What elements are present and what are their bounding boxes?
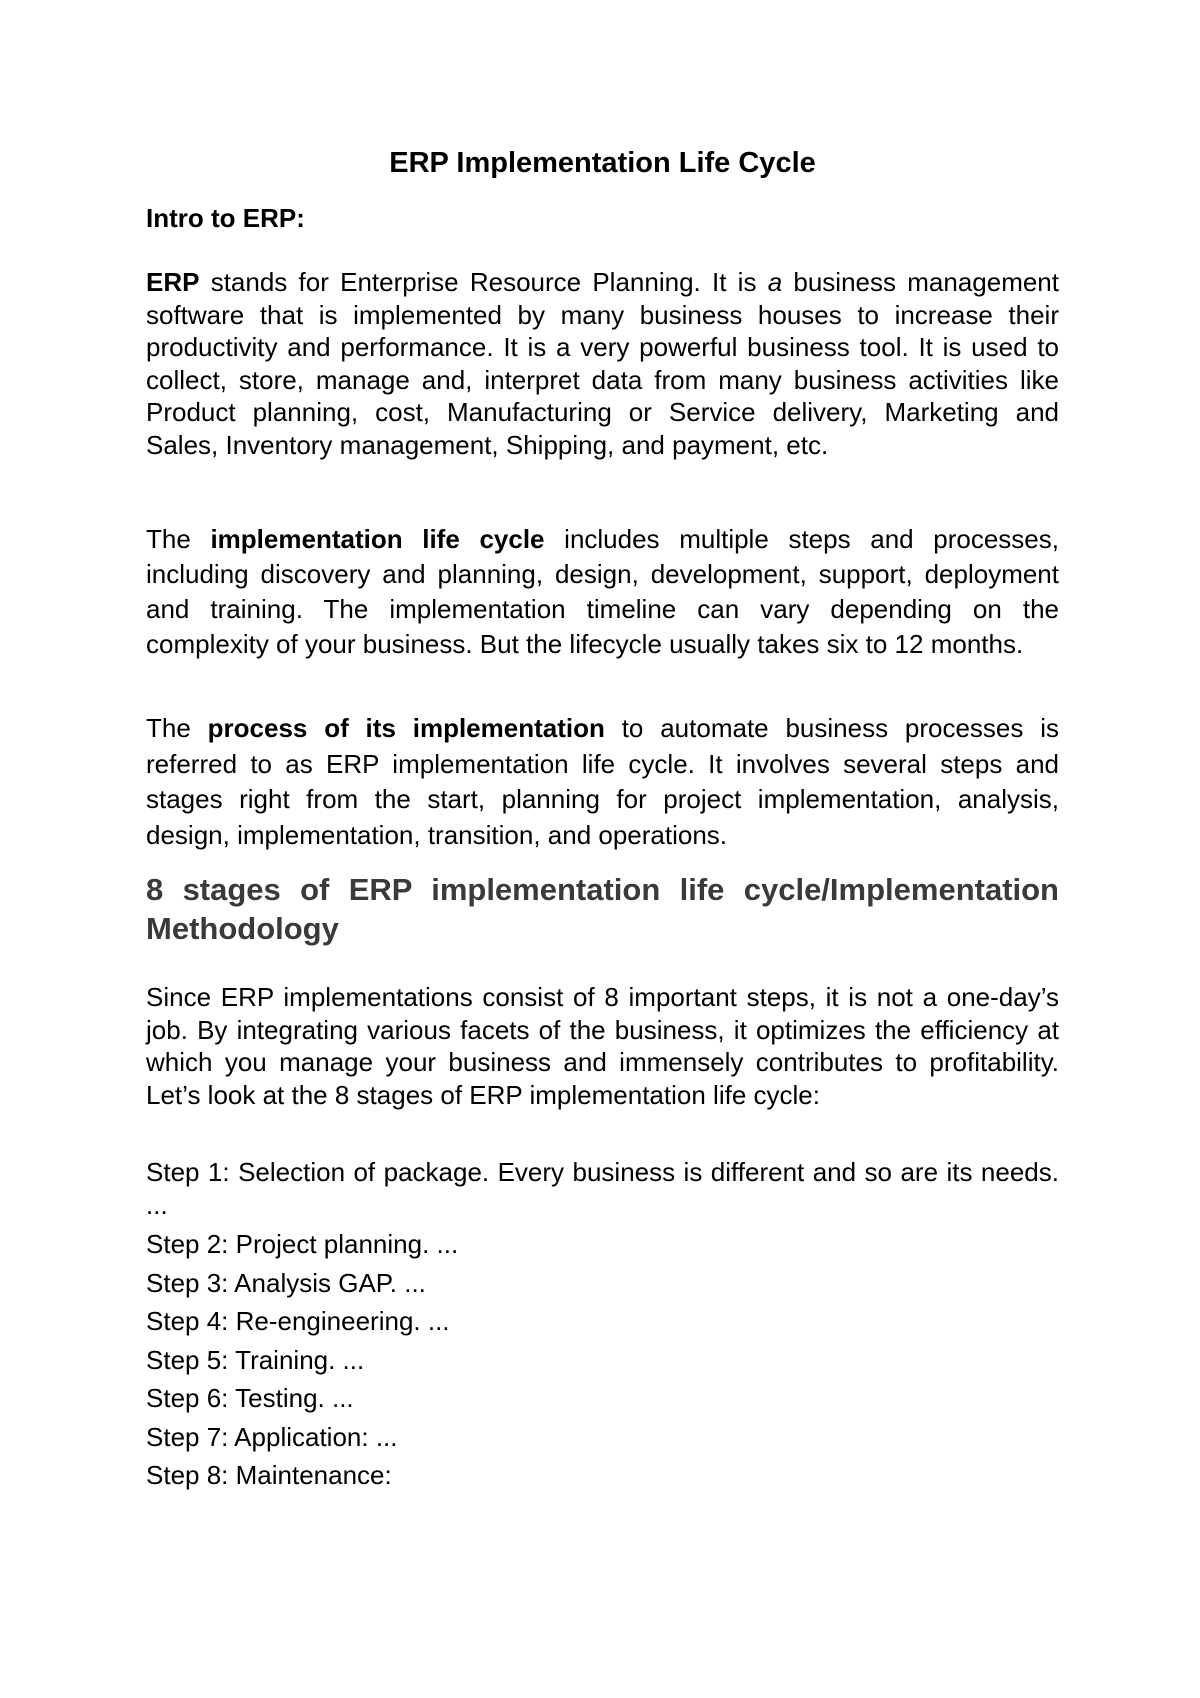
step-item-4: Step 4: Re-engineering. ...: [146, 1306, 450, 1336]
section-heading-8-stages: 8 stages of ERP implementation life cycle/Implementation Methodology: [146, 872, 1059, 946]
step-item-5: Step 5: Training. ...: [146, 1344, 365, 1375]
paragraph-erp-definition: [146, 266, 1059, 461]
p3-lead: The: [146, 713, 208, 743]
step-item-3: Step 3: Analysis GAP. ...: [146, 1267, 426, 1298]
steps-list: [146, 1156, 1059, 1495]
p2-text: includes multiple steps and processes, including discovery and planning, design, development, support, deployment and training. The implementation timeline can vary depending on the complexity of your business. But the lifecycle usually takes six to 12 months.: [146, 524, 1059, 659]
erp-definition-text-a: stands for Enterprise Resource Planning. It is: [199, 267, 768, 297]
step-item-8: Step 8: Maintenance:: [146, 1460, 392, 1490]
erp-definition-text-b: business management software that is implemented by many business houses to increase their productivity and performance. It is a very powerful business tool. It is used to collect, store, manage and, interpret data from many business activities like Product planning, cost, Manufacturing or Service delivery, Marketing and Sales, Inventory management, Shipping, and payment, etc.: [146, 267, 1059, 460]
erp-term: ERP: [146, 267, 200, 297]
step-item-7: Step 7: Application: ...: [146, 1421, 398, 1452]
erp-definition-italic: a: [767, 267, 783, 297]
p2-lead: The: [146, 524, 211, 554]
paragraph-implementation-process: [146, 711, 1059, 853]
p3-text: to automate business processes is referred to as ERP implementation life cycle. It involves several steps and stages right from the start, planning for project implementation, analysis, design, implementation, transition, and operations.: [146, 713, 1060, 850]
implementation-life-cycle-term: implementation life cycle: [210, 524, 545, 554]
paragraph-8-stages-intro: Since ERP implementations consist of 8 important steps, it is not a one-day’s job. By integrating various facets of the business, it optimizes the efficiency at which you manage your business and immensely contributes to profitability. Let’s look at the 8 stages of ERP implementation life cycle:: [146, 982, 1059, 1110]
document-title: ERP Implementation Life Cycle: [389, 147, 816, 179]
process-of-implementation-term: process of its implementation: [207, 713, 605, 743]
step-item-2: Step 2: Project planning. ...: [146, 1229, 459, 1259]
step-item-6: Step 6: Testing. ...: [146, 1383, 354, 1413]
paragraph-implementation-life-cycle: [146, 522, 1059, 662]
intro-label: Intro to ERP:: [146, 203, 305, 233]
step-item-1: Step 1: Selection of package. Every business is different and so are its needs. ...: [146, 1157, 1059, 1220]
